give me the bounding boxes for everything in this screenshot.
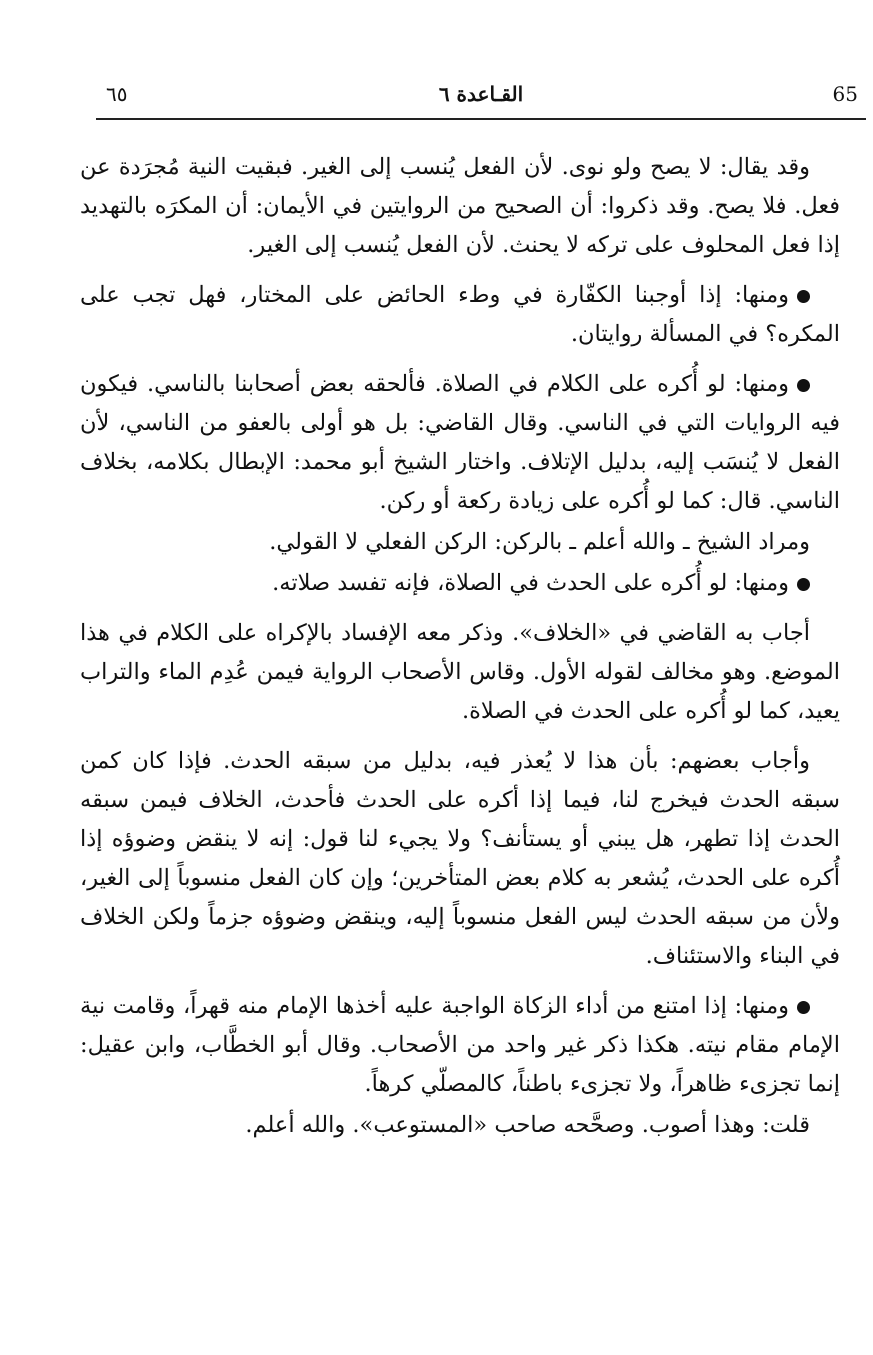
- page-header: [96, 78, 866, 118]
- bullet-paragraph: ومنها: إذا أوجبنا الكفّارة في وطء الحائض على المختار، فهل تجب على المكره؟ في المسألة روايتان.: [80, 282, 840, 347]
- bullet-icon: [797, 1001, 810, 1014]
- bullet-icon: [797, 379, 810, 392]
- page-number-latin: 65: [832, 82, 858, 106]
- paragraph: أجاب به القاضي في «الخلاف». وذكر معه الإفساد بالإكراه على الكلام في هذا الموضع. وهو مخالف لقوله الأول. وقاس الأصحاب الرواية فيمن عُدِم الماء والتراب يعيد، كما لو أُكره على الحدث في الصلاة.: [80, 620, 840, 724]
- bullet-paragraph: ومنها: لو أُكره على الكلام في الصلاة. فألحقه بعض أصحابنا بالناسي. فيكون فيه الروايات التي في الناسي. وقال القاضي: بل هو أولى بالعفو من الناسي، لأن الفعل لا يُنسَب إليه، بدليل الإتلاف. واختار الشيخ أبو محمد: الإبطال بكلامه، بخلاف الناسي. قال: كما لو أُكره على زيادة ركعة أو ركن.: [80, 371, 840, 514]
- bullet-paragraph: ومنها: لو أُكره على الحدث في الصلاة، فإنه تفسد صلاته.: [80, 564, 840, 603]
- page-number-arabic: ٦٥: [106, 82, 128, 106]
- bullet-paragraph: ومنها: إذا امتنع من أداء الزكاة الواجبة عليه أخذها الإمام منه قهراً، وقامت نية الإمام مقام نيته. هكذا ذكر غير واحد من الأصحاب. وقال أبو الخطَّاب، وابن عقيل: إنما تجزىء ظاهراً، ولا تجزىء باطناً، كالمصلّي كرهاً.: [80, 993, 840, 1097]
- bullet-icon: [797, 290, 810, 303]
- paragraph: وقد يقال: لا يصح ولو نوى. لأن الفعل يُنسب إلى الغير. فبقيت النية مُجرَدة عن فعل. فلا يصح. وقد ذكروا: أن الصحيح من الروايتين في الأيمان: أن المكرَه بالتهديد إذا فعل المحلوف على تركه لا يحنث. لأن الفعل يُنسب إلى الغير.: [80, 154, 840, 258]
- paragraph: وأجاب بعضهم: بأن هذا لا يُعذر فيه، بدليل من سبقه الحدث. فإذا كان كمن سبقه الحدث فيخرج لنا، فيما إذا أكره على الحدث فأحدث، الخلاف فيمن سبقه الحدث إذا تطهر، هل يبني أو يستأنف؟ ولا يجيء لنا قول: إنه لا ينقض وضوؤه إذا أُكره على الحدث، يُشعر به كلام بعض المتأخرين؛ وإن كان الفعل منسوباً إلى الغير، ولأن من سبقه الحدث ليس الفعل منسوباً إليه، وينقض وضوؤه جزماً ولكن الخلاف في البناء والاستئناف.: [80, 748, 840, 969]
- header-divider: [96, 118, 866, 120]
- running-title: القـاعدة ٦: [438, 82, 524, 106]
- paragraph: ومراد الشيخ ـ والله أعلم ـ بالركن: الركن الفعلي لا القولي.: [269, 529, 810, 555]
- bullet-icon: [797, 578, 810, 591]
- page-body: [80, 148, 840, 1156]
- paragraph: قلت: وهذا أصوب. وصحَّحه صاحب «المستوعب». والله أعلم.: [245, 1112, 810, 1138]
